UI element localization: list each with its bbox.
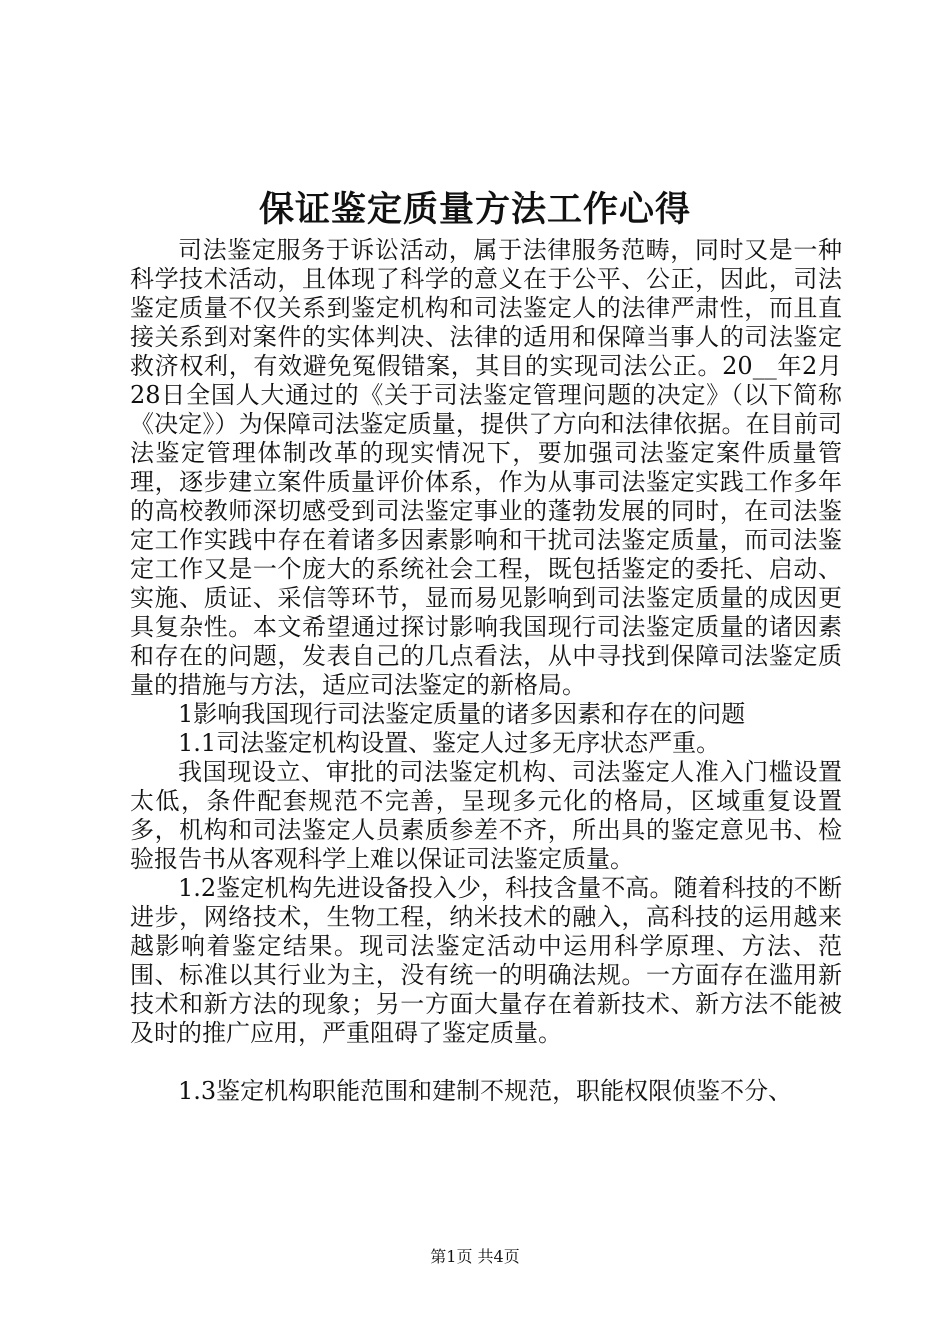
paragraph-1-2: 1.2鉴定机构先进设备投入少，科技含量不高。随着科技的不断进步，网络技术，生物工程，纳米技术的融入，高科技的运用越来越影响着鉴定结果。现司法鉴定活动中运用科学原理、方法、范围、标准以其行业为主，没有统一的明确法规。一方面存在滥用新技术和新方法的现象；另一方面大量存在着新技术、新方法不能被及时的推广应用，严重阻碍了鉴定质量。 <box>130 874 842 1047</box>
document-title: 保证鉴定质量方法工作心得 <box>258 189 691 230</box>
paragraph-1-3: 1.3鉴定机构职能范围和建制不规范，职能权限侦鉴不分、 <box>178 1077 793 1105</box>
paragraph-intro: 司法鉴定服务于诉讼活动，属于法律服务范畴，同时又是一种科学技术活动，且体现了科学的意义在于公平、公正，因此，司法鉴定质量不仅关系到鉴定机构和司法鉴定人的法律严肃性，而且直接关系到对案件的实体判决、法律的适用和保障当事人的司法鉴定救济权利，有效避免冤假错案，其目的实现司法公正。20__年2月28日全国人大通过的《关于司法鉴定管理问题的决定》（以下简称《决定》）为保障司法鉴定质量，提供了方向和法律依据。在目前司法鉴定管理体制改革的现实情况下，要加强司法鉴定案件质量管理，逐步建立案件质量评价体系，作为从事司法鉴定实践工作多年的高校教师深切感受到司法鉴定事业的蓬勃发展的同时，在司法鉴定工作实践中存在着诸多因素影响和干扰司法鉴定质量，而司法鉴定工作又是一个庞大的系统社会工程，既包括鉴定的委托、启动、实施、质证、采信等环节，显而易见影响到司法鉴定质量的成因更具复杂性。本文希望通过探讨影响我国现行司法鉴定质量的诸因素和存在的问题，发表自己的几点看法，从中寻找到保障司法鉴定质量的措施与方法，适应司法鉴定的新格局。 <box>130 236 842 699</box>
section-heading-1-1: 1.1司法鉴定机构设置、鉴定人过多无序状态严重。 <box>178 729 721 757</box>
page-footer: 第1页 共4页 <box>430 1247 520 1266</box>
section-heading-1: 1影响我国现行司法鉴定质量的诸多因素和存在的问题 <box>178 700 746 728</box>
paragraph-1-1: 我国现设立、审批的司法鉴定机构、司法鉴定人准入门槛设置太低，条件配套规范不完善，呈现多元化的格局，区域重复设置多，机构和司法鉴定人员素质参差不齐，所出具的鉴定意见书、检验报告书从客观科学上难以保证司法鉴定质量。 <box>130 758 842 873</box>
document-body <box>130 236 842 1106</box>
